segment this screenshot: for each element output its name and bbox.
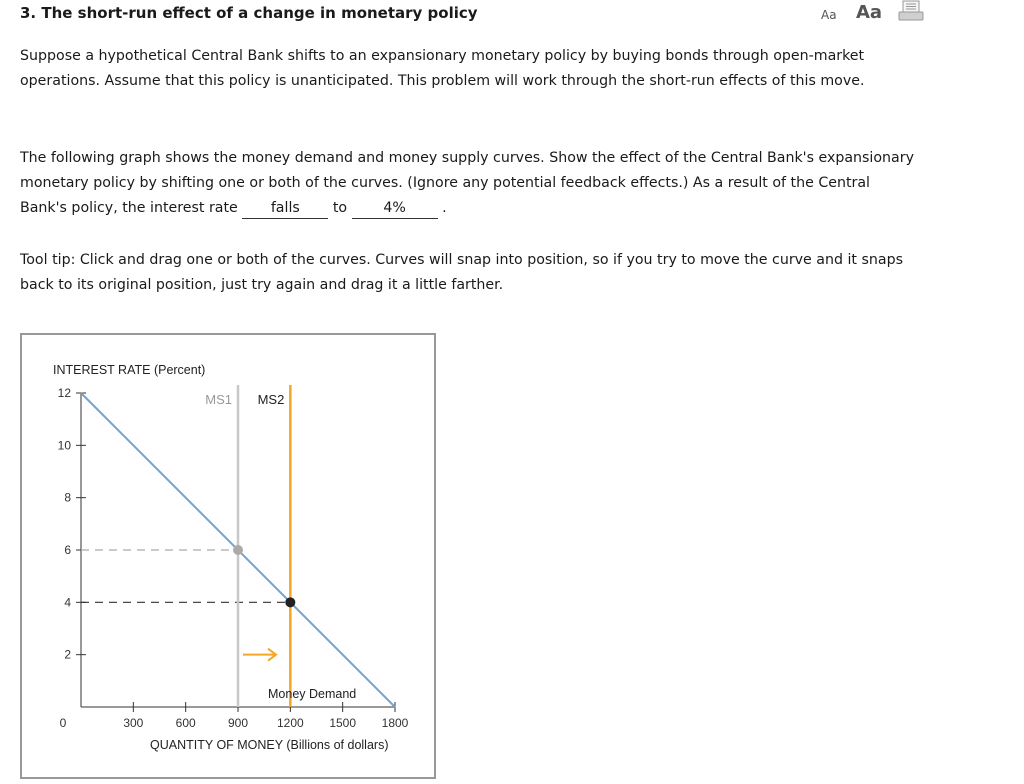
x-tick-label: 1800 (381, 716, 409, 730)
y-tick-label: 12 (57, 386, 71, 400)
answer-direction-dropdown[interactable]: falls (242, 198, 328, 219)
y-axis-label: INTEREST RATE (Percent) (53, 363, 206, 377)
money-demand-label: Money Demand (268, 687, 357, 701)
print-icon[interactable] (898, 0, 924, 26)
y-tick-label: 6 (64, 543, 71, 557)
x-axis-label: QUANTITY OF MONEY (Billions of dollars) (150, 738, 389, 752)
tooltip-paragraph: Tool tip: Click and drag one or both of the curves. Curves will snap into position, so if you try to move the curve and it snaps back to its original position, just try again and drag it a little farther. (20, 252, 903, 293)
x-tick-label: 600 (175, 716, 196, 730)
print-icon-graphic (898, 0, 924, 22)
connector-text: to (332, 200, 348, 216)
question-paragraph (20, 146, 920, 221)
answer-rate-dropdown[interactable]: 4% (352, 198, 438, 219)
y-tick-label: 10 (57, 438, 71, 453)
y-tick-label: 4 (64, 595, 71, 610)
font-increase-button[interactable]: Aa (856, 2, 883, 23)
x-tick-label: 300 (123, 716, 144, 730)
x-tick-label: 900 (227, 716, 249, 730)
graph-panel (20, 333, 436, 779)
eq1-point (233, 545, 243, 555)
x-tick-label: 1500 (329, 716, 357, 730)
question-text: The following graph shows the money demand and money supply curves. Show the effect of the Central Bank's expansionary monetary policy by shifting one or both of the curves. (Ignore any potential feedback effects.) As a result of the Central Bank's policy, the interest rate (20, 150, 914, 216)
intro-paragraph: Suppose a hypothetical Central Bank shifts to an expansionary monetary policy by buying bonds through open-market operations. Assume that this policy is unanticipated. This problem will work through the short-run effects of this move. (20, 48, 865, 89)
font-decrease-button[interactable]: Aa (821, 8, 837, 22)
money-market-chart (22, 335, 436, 779)
y-tick-label: 2 (64, 647, 71, 662)
sentence-end: . (442, 200, 447, 216)
ms2-label: MS2 (257, 392, 285, 407)
origin-label: 0 (59, 716, 67, 730)
y-tick-label: 8 (64, 490, 71, 505)
x-tick-label: 1200 (276, 716, 304, 730)
ms1-label: MS1 (205, 392, 232, 407)
eq2-point (285, 597, 295, 607)
problem-title: 3. The short-run effect of a change in monetary policy (20, 4, 478, 22)
